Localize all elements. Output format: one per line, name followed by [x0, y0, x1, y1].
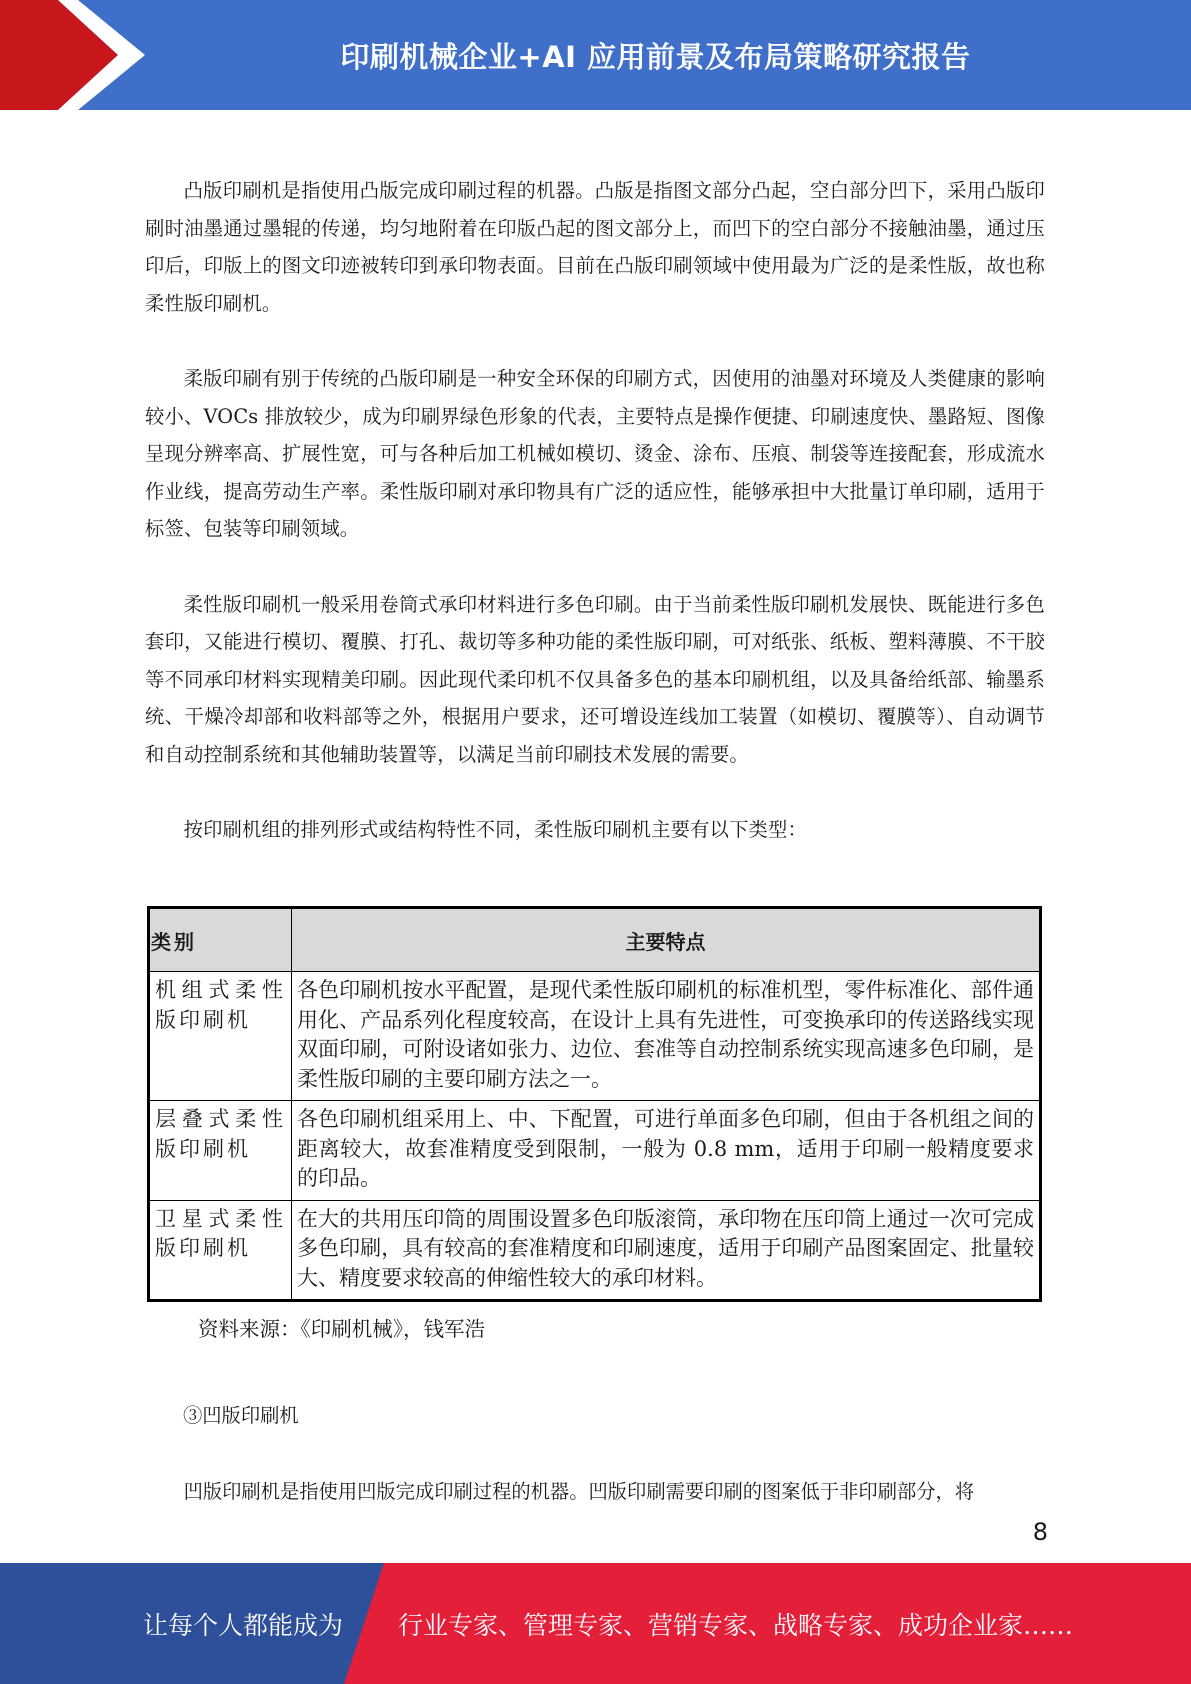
paragraph-flexo-intro: 柔版印刷有别于传统的凸版印刷是一种安全环保的印刷方式，因使用的油墨对环境及人类健康的影响较小、VOCs 排放较少，成为印刷界绿色形象的代表，主要特点是操作便捷、印刷速度快、墨路短、图像呈现分辨率高、扩展性宽，可与各种后加工机械如模切、烫金、涂布、压痕、制袋等连接配套，形成流水作业线，提高劳动生产率。柔性版印刷对承印物具有广泛的适应性，能够承担中大批量订单印刷，适用于标签、包装等印刷领域。	[145, 367, 1045, 540]
page-number: 8	[1032, 1518, 1048, 1546]
paragraph-flexo-machine: 柔性版印刷机一般采用卷筒式承印材料进行多色印刷。由于当前柔性版印刷机发展快、既能进行多色套印，又能进行模切、覆膜、打孔、裁切等多种功能的柔性版印刷，可对纸张、纸板、塑料薄膜、不干胶等不同承印材料实现精美印刷。因此现代柔印机不仅具备多色的基本印刷机组，以及具备给纸部、输墨系统、干燥冷却部和收料部等之外，根据用户要求，还可增设连线加工装置（如模切、覆膜等）、自动调节和自动控制系统和其他辅助装置等，以满足当前印刷技术发展的需要。	[145, 592, 1045, 766]
table-row	[149, 1101, 1041, 1201]
paragraph-gravure: 凹版印刷机是指使用凹版完成印刷过程的机器。凹版印刷需要印刷的图案低于非印刷部分，将	[183, 1480, 975, 1503]
section-item-gravure: ③凹版印刷机	[183, 1404, 299, 1427]
header-features: 主要特点	[292, 908, 1041, 972]
cell-features: 各色印刷机按水平配置，是现代柔性版印刷机的标准机型，零件标准化、部件通用化、产品系列化程度较高，在设计上具有先进性，可变换承印的传送路线实现双面印刷，可附设诸如张力、边位、套准等自动控制系统实现高速多色印刷，是柔性版印刷的主要印刷方法之一。	[292, 972, 1041, 1101]
table-header-row	[149, 908, 1041, 972]
cell-features: 各色印刷机组采用上、中、下配置，可进行单面多色印刷，但由于各机组之间的距离较大，故套准精度受到限制，一般为 0.8 mm，适用于印刷一般精度要求的印品。	[292, 1101, 1041, 1201]
cell-category: 层叠式柔性版印刷机	[149, 1101, 292, 1201]
cell-category: 机组式柔性版印刷机	[149, 972, 292, 1101]
cell-category: 卫星式柔性版印刷机	[149, 1200, 292, 1301]
footer-slogan-left: 让每个人都能成为	[143, 1610, 344, 1640]
table-row	[149, 1200, 1041, 1301]
header-category: 类别	[149, 908, 292, 972]
body-text	[145, 172, 1045, 889]
paragraph-types-intro: 按印刷机组的排列形式或结构特性不同，柔性版印刷机主要有以下类型：	[183, 818, 807, 841]
cell-features: 在大的共用压印筒的周围设置多色印版滚筒，承印物在压印筒上通过一次可完成多色印刷，具有较高的套准精度和印刷速度，适用于印刷产品图案固定、批量较大、精度要求较高的伸缩性较大的承印材料。	[292, 1200, 1041, 1301]
table-source-note: 资料来源：《印刷机械》，钱军浩	[198, 1317, 485, 1341]
flexo-types-table	[147, 906, 1042, 1302]
footer-slogan-right: 行业专家、管理专家、营销专家、战略专家、成功企业家……	[398, 1610, 1074, 1640]
page-footer	[0, 1563, 1191, 1684]
header-red-arrow	[0, 0, 118, 110]
page-header	[0, 0, 1191, 110]
report-title: 印刷机械企业+AI 应用前景及布局策略研究报告	[340, 39, 971, 74]
table-row	[149, 972, 1041, 1101]
paragraph-letterpress: 凸版印刷机是指使用凸版完成印刷过程的机器。凸版是指图文部分凸起，空白部分凹下，采用凸版印刷时油墨通过墨辊的传递，均匀地附着在印版凸起的图文部分上，而凹下的空白部分不接触油墨，通过压印后，印版上的图文印迹被转印到承印物表面。目前在凸版印刷领域中使用最为广泛的是柔性版，故也称柔性版印刷机。	[145, 179, 1045, 315]
